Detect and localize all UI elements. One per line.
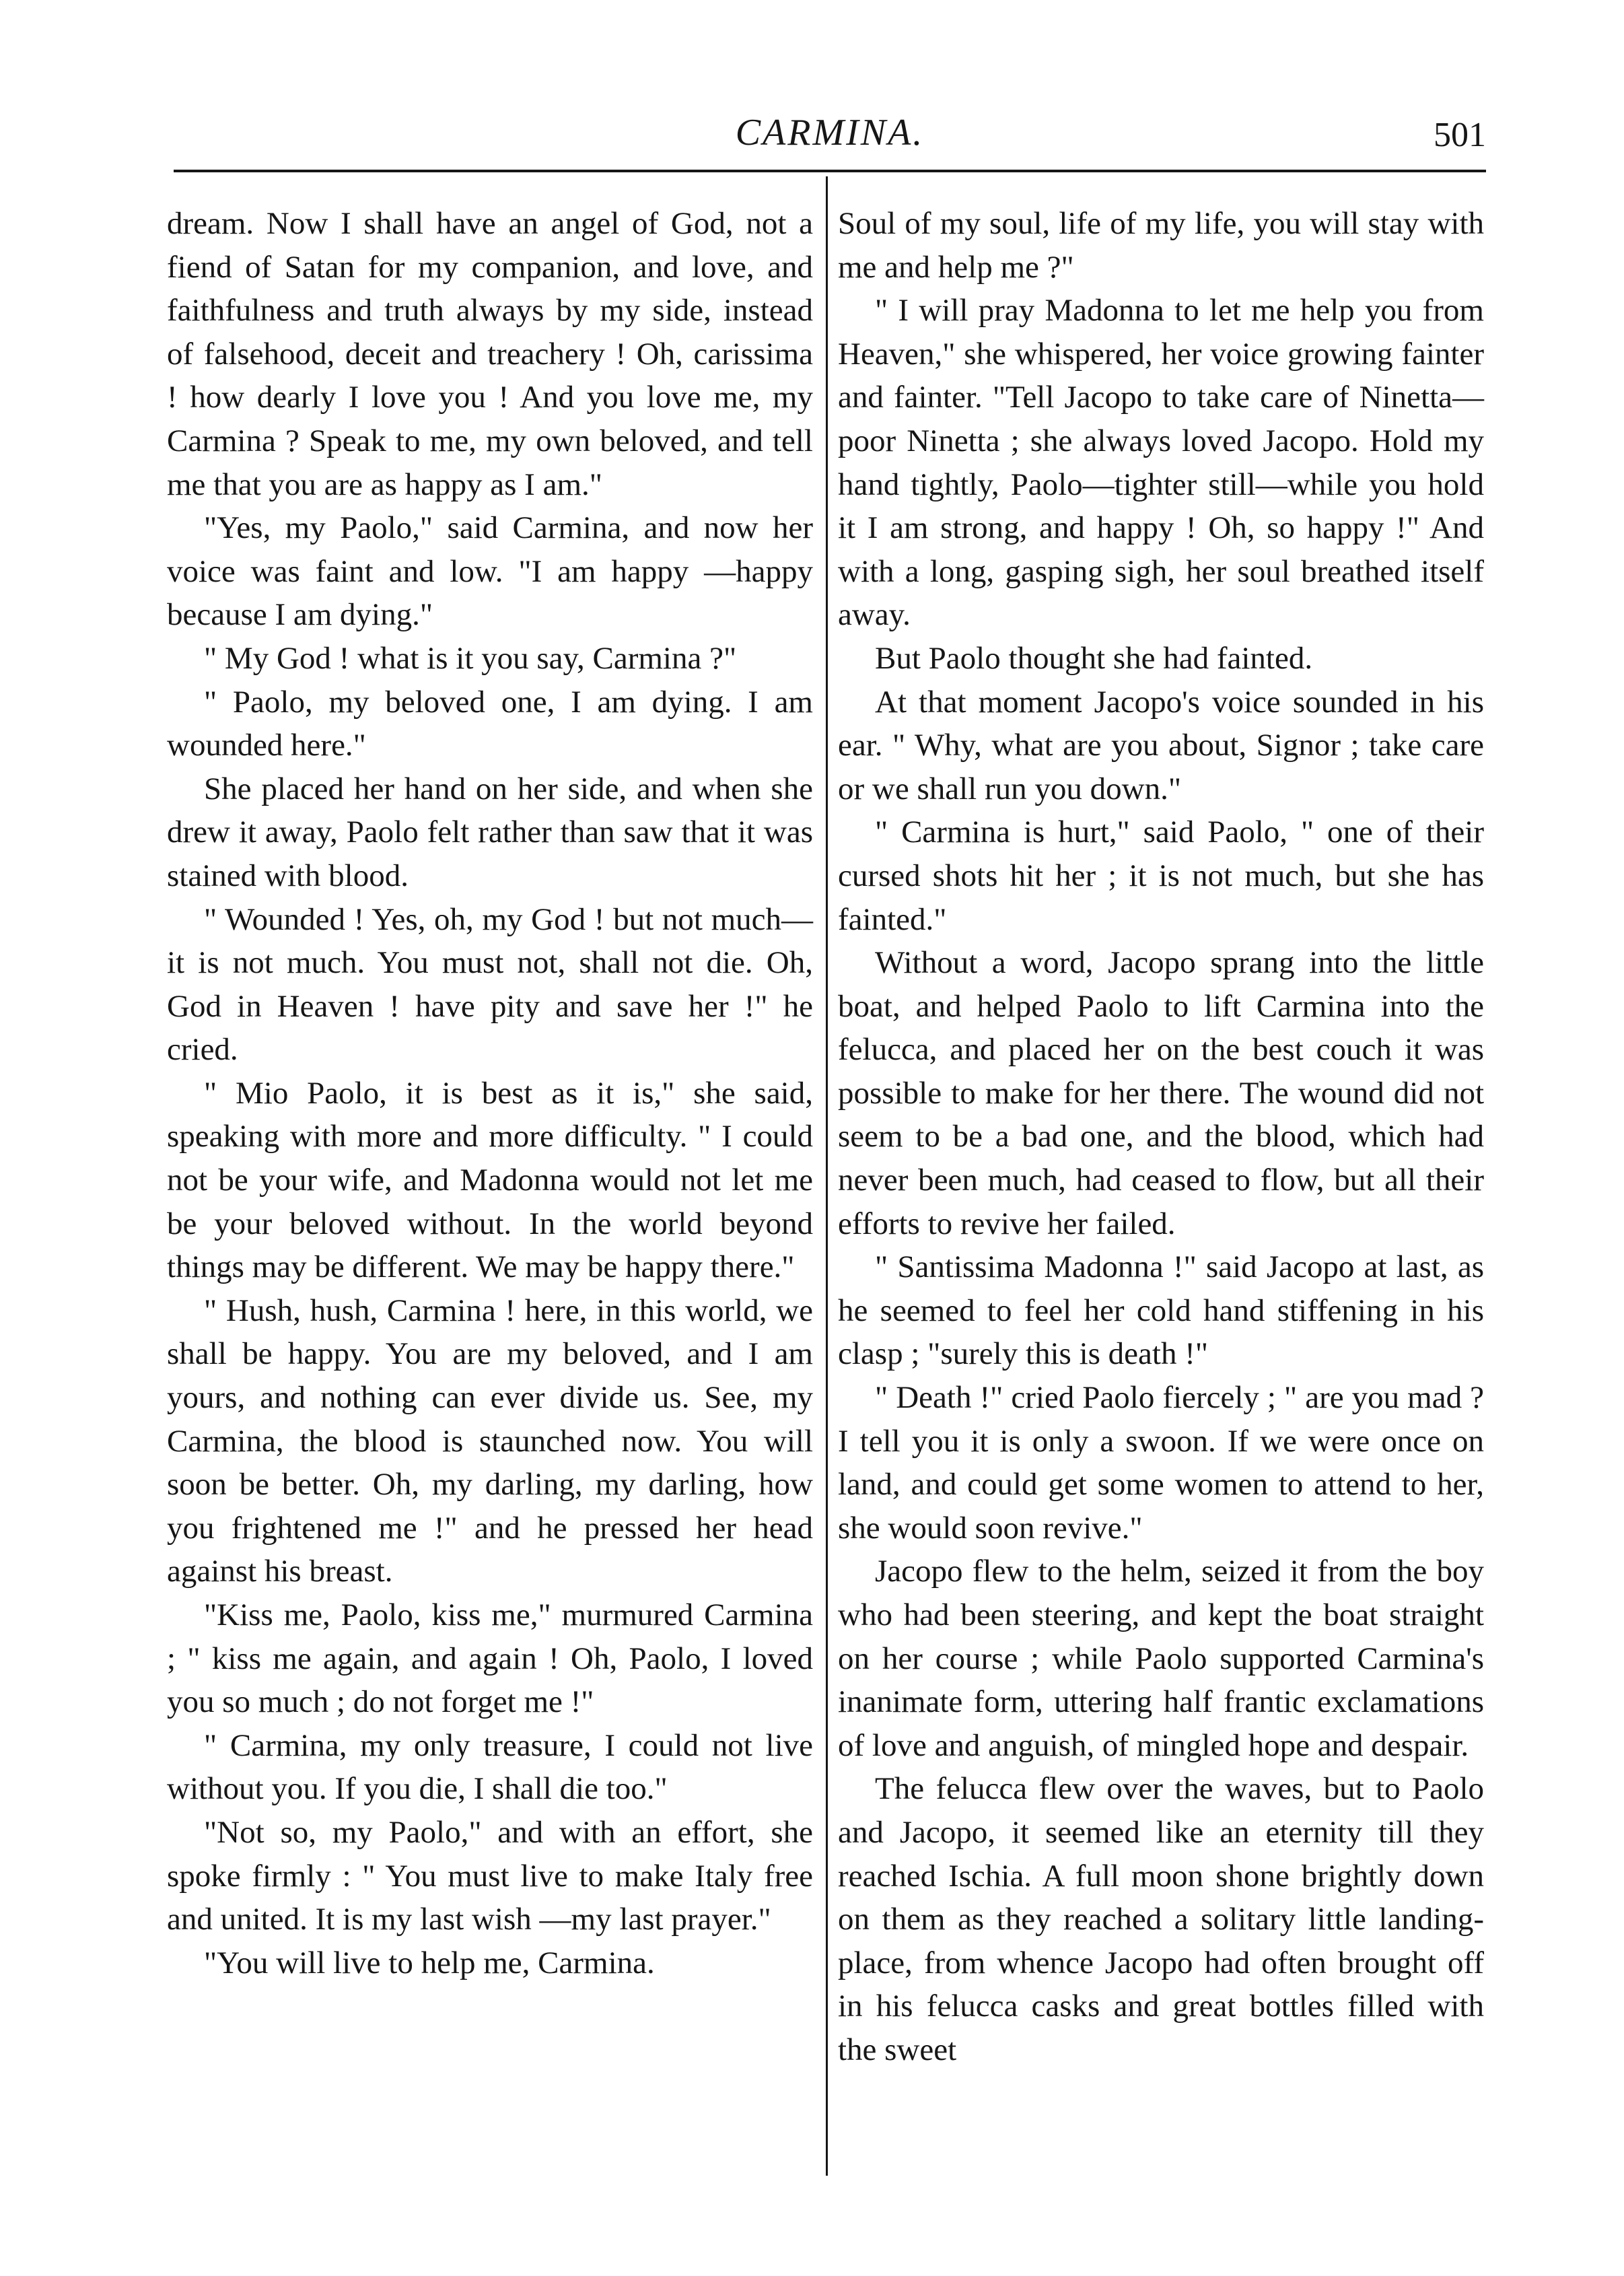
paragraph: "Kiss me, Paolo, kiss me," murmured Carmina ; " kiss me again, and again ! Oh, Paolo, I loved you so much ; do not forget me !" <box>167 1597 813 1720</box>
paragraph: " My God ! what is it you say, Carmina ?" <box>204 640 737 676</box>
paragraph: "You will live to help me, Carmina. <box>204 1945 655 1980</box>
paragraph: Without a word, Jacopo sprang into the little boat, and helped Paolo to lift Carmina into the felucca, and placed her on the best couch it was possible to make for her there. The wound did not seem to be a bad one, and the blood, which had never been much, had ceased to flow, but all their efforts to revive her failed. <box>838 945 1484 1241</box>
left-column <box>167 202 813 1985</box>
page-number: 501 <box>1434 116 1486 154</box>
paragraph: But Paolo thought she had fainted. <box>875 640 1313 676</box>
paragraph: At that moment Jacopo's voice sounded in his ear. " Why, what are you about, Signor ; take care or we shall run you down." <box>838 684 1484 806</box>
paragraph: " Hush, hush, Carmina ! here, in this world, we shall be happy. You are my beloved, and I am yours, and nothing can ever divide us. See, my Carmina, the blood is staunched now. You will soon be better. Oh, my darling, my darling, how you frightened me !" and he pressed her head against his breast. <box>167 1292 813 1589</box>
page-header <box>174 111 1486 165</box>
paragraph: " Mio Paolo, it is best as it is," she said, speaking with more and more difficulty. " I could not be your wife, and Madonna would not let me be your beloved without. In the world beyond things may be different. We may be happy there." <box>167 1075 813 1285</box>
running-title: CARMINA. <box>735 112 925 153</box>
paragraph: " Paolo, my beloved one, I am dying. I am wounded here." <box>167 684 813 763</box>
paragraph: She placed her hand on her side, and when she drew it away, Paolo felt rather than saw that it was stained with blood. <box>167 771 813 893</box>
paragraph: " Carmina, my only treasure, I could not live without you. If you die, I shall die too." <box>167 1727 813 1807</box>
paragraph: dream. Now I shall have an angel of God, not a fiend of Satan for my companion, and love, and faithfulness and truth always by my side, instead of falsehood, deceit and treachery ! Oh, carissima ! how dearly I love you ! And you love me, my Carmina ? Speak to me, my own beloved, and tell me that you are as happy as I am." <box>167 206 813 502</box>
paragraph: " Wounded ! Yes, oh, my God ! but not much—it is not much. You must not, shall not die. Oh, God in Heaven ! have pity and save her !" he cried. <box>167 901 813 1068</box>
paragraph: " Carmina is hurt," said Paolo, " one of their cursed shots hit her ; it is not much, but she has fainted." <box>838 815 1484 937</box>
paragraph: The felucca flew over the waves, but to Paolo and Jacopo, it seemed like an eternity till they reached Ischia. A full moon shone brightly down on them as they reached a solitary little landing-place, from whence Jacopo had often brought off in his felucca casks and great bottles filled with the sweet <box>838 1771 1484 2067</box>
column-divider <box>826 176 828 2176</box>
paragraph: "Not so, my Paolo," and with an effort, she spoke firmly : " You must live to make Italy free and united. It is my last wish —my last prayer." <box>167 1814 813 1937</box>
paragraph: " Death !" cried Paolo fiercely ; " are you mad ? I tell you it is only a swoon. If we were once on land, and could get some women to attend to her, she would soon revive." <box>838 1380 1484 1546</box>
paragraph: "Yes, my Paolo," said Carmina, and now her voice was faint and low. "I am happy —happy because I am dying." <box>167 510 813 633</box>
right-column <box>838 202 1484 2072</box>
paragraph: " I will pray Madonna to let me help you from Heaven," she whispered, her voice growing fainter and fainter. "Tell Jacopo to take care of Ninetta—poor Ninetta ; she always loved Jacopo. Hold my hand tightly, Paolo—tighter still—while you hold it I am strong, and happy ! Oh, so happy !" And with a long, gasping sigh, her soul breathed itself away. <box>838 293 1484 633</box>
paragraph: " Santissima Madonna !" said Jacopo at last, as he seemed to feel her cold hand stiffening in his clasp ; "surely this is death !" <box>838 1249 1484 1372</box>
paragraph: Jacopo flew to the helm, seized it from the boy who had been steering, and kept the boat straight on her course ; while Paolo supported Carmina's inanimate form, uttering half frantic exclamations of love and anguish, of mingled hope and despair. <box>838 1554 1484 1763</box>
header-rule <box>174 170 1486 172</box>
paragraph: Soul of my soul, life of my life, you will stay with me and help me ?" <box>838 206 1484 285</box>
